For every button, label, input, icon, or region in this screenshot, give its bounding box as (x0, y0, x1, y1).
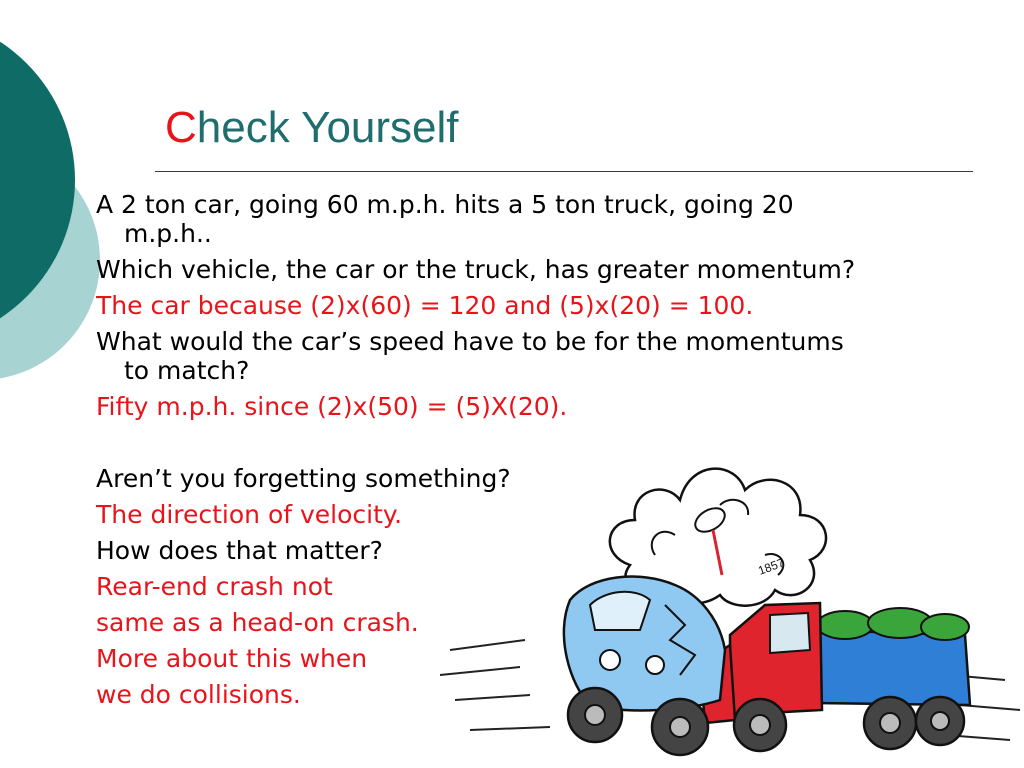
question-car-truck: A 2 ton car, going 60 m.p.h. hits a 5 ton truck, going 20 m.p.h.. (96, 190, 794, 248)
answer-fifty-mph: Fifty m.p.h. since (2)x(50) = (5)X(20). (96, 392, 568, 421)
question-forgetting: Aren’t you forgetting something? (96, 464, 511, 493)
answer-line-2: same as a head-on crash. (96, 608, 419, 637)
sign-number: 1857 (756, 555, 787, 578)
answer-line-1: Rear-end crash not (96, 572, 333, 601)
answer-car: The car because (2)x(60) = 120 and (5)x(20) = 100. (96, 291, 754, 320)
truck-wheel-hub (750, 715, 770, 735)
car (564, 577, 725, 755)
title-divider (155, 171, 973, 172)
car-headlight (646, 656, 664, 674)
question-greater-momentum: Which vehicle, the car or the truck, has greater momentum? (96, 255, 856, 284)
title-rest: heck Yourself (196, 103, 459, 152)
car-truck-crash-illustration (430, 435, 1024, 768)
decorative-circles (0, 0, 100, 400)
car-wheel-hub (585, 705, 605, 725)
title-first-letter: C (165, 103, 197, 152)
slide-title (165, 100, 459, 156)
truck-window (770, 613, 810, 653)
car-wheel-hub (670, 717, 690, 737)
truck-wheel-hub (931, 712, 949, 730)
answer-line-4: we do collisions. (96, 680, 301, 709)
answer-direction: The direction of velocity. (96, 500, 403, 529)
question-matter: How does that matter? (96, 536, 383, 565)
answer-line-3: More about this when (96, 644, 368, 673)
cargo-melon (921, 614, 969, 640)
cargo-melon (817, 611, 873, 639)
truck (700, 603, 970, 751)
truck-bed (815, 630, 970, 705)
car-windshield (590, 592, 650, 630)
car-headlight (600, 650, 620, 670)
truck-wheel-hub (880, 713, 900, 733)
question-matching-speed: What would the car’s speed have to be for the momentums to match? (96, 327, 844, 385)
